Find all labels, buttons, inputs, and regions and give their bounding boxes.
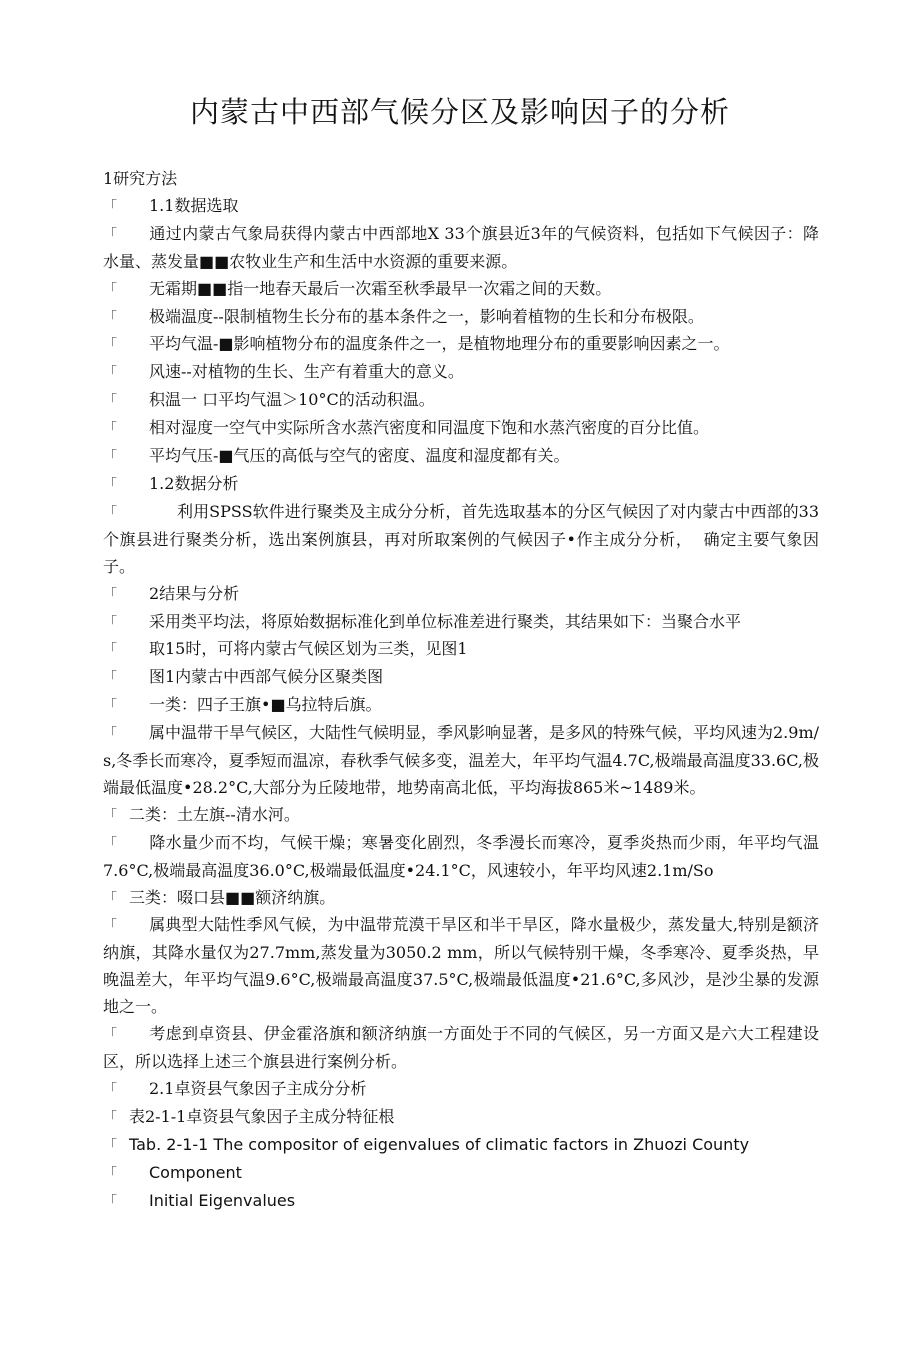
bullet-mark: 「 [103, 337, 117, 354]
paragraph [103, 720, 819, 802]
paragraph-text: 三类：啜口县■■额济纳旗。 [129, 887, 336, 907]
paragraph-text: 采用类平均法，将原始数据标准化到单位标准差进行聚类，其结果如下：当聚合水平 [149, 611, 742, 631]
paragraph [103, 304, 819, 332]
paragraph-text: 降水量少而不均，气候干燥；寒暑变化剧烈，冬季漫长而寒冷，夏季炎热而少雨，年平均气温7.6°C,极端最高温度36.0°C,极端最低温度•24.1°C，风速较小，年平均风速2.1m/So [103, 832, 819, 880]
paragraph-text: Initial Eigenvalues [149, 1190, 296, 1210]
paragraph [103, 499, 819, 581]
paragraph-section-heading [103, 166, 819, 193]
paragraph-text: 极端温度--限制植物生长分布的基本条件之一，影响着植物的生长和分布极限。 [149, 306, 704, 326]
bullet-mark: 「 [103, 1165, 117, 1182]
paragraph [103, 221, 819, 276]
bullet-mark: 「 [103, 918, 117, 935]
paragraph-text: 属中温带干旱气候区，大陆性气候明显，季风影响显著，是多风的特殊气候，平均风速为2.9m/s,冬季长而寒冷，夏季短而温凉，春秋季气候多变，温差大，年平均气温4.7C,极端最高温度33.6C,极端最低温度•28.2°C,大部分为丘陵地带，地势南高北低，平均海拔865米~1489米。 [103, 723, 820, 797]
paragraph-text: Component [149, 1162, 242, 1182]
bullet-mark: 「 [103, 670, 117, 687]
bullet-mark: 「 [103, 1027, 117, 1044]
bullet-mark: 「 [103, 226, 117, 243]
paragraph-text: 积温一 口平均气温＞10°C的活动积温。 [149, 390, 435, 410]
paragraph-subheading [103, 471, 819, 499]
bullet-mark: 「 [103, 726, 117, 743]
bullet-mark: 「 [103, 1081, 117, 1098]
bullet-mark: 「 [103, 476, 117, 493]
paragraph [103, 331, 819, 359]
paragraph [103, 276, 819, 304]
paragraph [103, 912, 819, 1021]
paragraph [103, 692, 819, 720]
paragraph [103, 609, 819, 637]
paragraph-text: 取15时，可将内蒙古气候区划为三类，见图1 [149, 639, 468, 659]
bullet-mark: 「 [103, 890, 117, 907]
paragraph-text: 考虑到卓资县、伊金霍洛旗和额济纳旗一方面处于不同的气候区，另一方面又是六大工程建设区，所以选择上述三个旗县进行案例分析。 [103, 1024, 819, 1071]
paragraph [103, 802, 819, 830]
paragraph-text: 2结果与分析 [149, 583, 240, 603]
paragraph-text: 风速--对植物的生长、生产有着重大的意义。 [149, 362, 464, 382]
paragraph-text: 二类：土左旗--清水河。 [129, 804, 300, 824]
figure-caption [103, 664, 819, 692]
bullet-mark: 「 [103, 198, 117, 215]
paragraph-text: 1.1数据选取 [149, 195, 239, 215]
bullet-mark: 「 [103, 807, 117, 824]
bullet-mark: 「 [103, 835, 117, 852]
paragraph-section-heading [103, 581, 819, 609]
bullet-mark: 「 [103, 1137, 117, 1154]
paragraph [103, 415, 819, 443]
paragraph-text: 一类：四子王旗•■乌拉特后旗。 [149, 695, 382, 715]
bullet-mark: 「 [103, 698, 117, 715]
paragraph-subheading [103, 193, 819, 221]
paragraph [103, 830, 819, 885]
bullet-mark: 「 [103, 1109, 117, 1126]
bullet-mark: 「 [103, 642, 117, 659]
paragraph-text: 2.1卓资县气象因子主成分分析 [149, 1078, 367, 1098]
paragraph-text: 平均气压-■气压的高低与空气的密度、温度和湿度都有关。 [149, 446, 570, 466]
bullet-mark: 「 [103, 1193, 117, 1210]
paragraph-text: 利用SPSS软件进行聚类及主成分分析，首先选取基本的分区气候因了对内蒙古中西部的33个旗县进行聚类分析，选出案例旗县，再对所取案例的气候因子•作主成分分析， 确定主要气象因子。 [103, 501, 819, 576]
bullet-mark: 「 [103, 365, 117, 382]
paragraph [103, 885, 819, 913]
paragraph-subheading [103, 1076, 819, 1104]
paragraph [103, 387, 819, 415]
paragraph-text: 1.2数据分析 [149, 473, 239, 493]
paragraph-text: 属典型大陆性季风气候，为中温带荒漠干旱区和半干旱区，降水量极少，蒸发量大,特别是额济纳旗，其降水量仅为27.7mm,蒸发量为3050.2 mm，所以气候特别干燥，冬季寒冷、夏季炎热，早晚温差大，年平均气温9.6°C,极端最高温度37.5°C,极端最低温度•21.6°C,多风沙，是沙尘暴的发源地之一。 [103, 915, 819, 1017]
paragraph-text: 图1内蒙古中西部气候分区聚类图 [149, 667, 384, 687]
document-title: 内蒙古中西部气候分区及影响因子的分析 [189, 95, 730, 129]
bullet-mark: 「 [103, 504, 117, 521]
paragraph-text: Tab. 2-1-1 The compositor of eigenvalues of climatic factors in Zhuozi County [129, 1134, 750, 1154]
paragraph [103, 443, 819, 471]
table-caption-english [103, 1132, 819, 1160]
bullet-mark: 「 [103, 449, 117, 466]
bullet-mark: 「 [103, 309, 117, 326]
paragraph [103, 636, 819, 664]
paragraph [103, 359, 819, 387]
bullet-mark: 「 [103, 281, 117, 298]
table-header-component [103, 1160, 819, 1188]
paragraph-text: 通过内蒙古气象局获得内蒙古中西部地X 33个旗县近3年的气候资料，包括如下气候因子：降水量、蒸发量■■农牧业生产和生活中水资源的重要来源。 [103, 223, 819, 271]
paragraph-text: 表2-1-1卓资县气象因子主成分特征根 [129, 1106, 395, 1126]
bullet-mark: 「 [103, 586, 117, 603]
table-caption [103, 1104, 819, 1132]
bullet-mark: 「 [103, 614, 117, 631]
paragraph-text: 1研究方法 [103, 169, 178, 188]
bullet-mark: 「 [103, 393, 117, 410]
paragraph [103, 1021, 819, 1076]
table-header-eigenvalues [103, 1188, 819, 1216]
bullet-mark: 「 [103, 421, 117, 438]
paragraph-text: 无霜期■■指一地春天最后一次霜至秋季最早一次霜之间的天数。 [149, 278, 612, 298]
paragraph-text: 平均气温-■影响植物分布的温度条件之一，是植物地理分布的重要影响因素之一。 [149, 334, 730, 354]
document-body [103, 166, 819, 1215]
paragraph-text: 相对湿度一空气中实际所含水蒸汽密度和同温度下饱和水蒸汽密度的百分比值。 [149, 418, 710, 438]
